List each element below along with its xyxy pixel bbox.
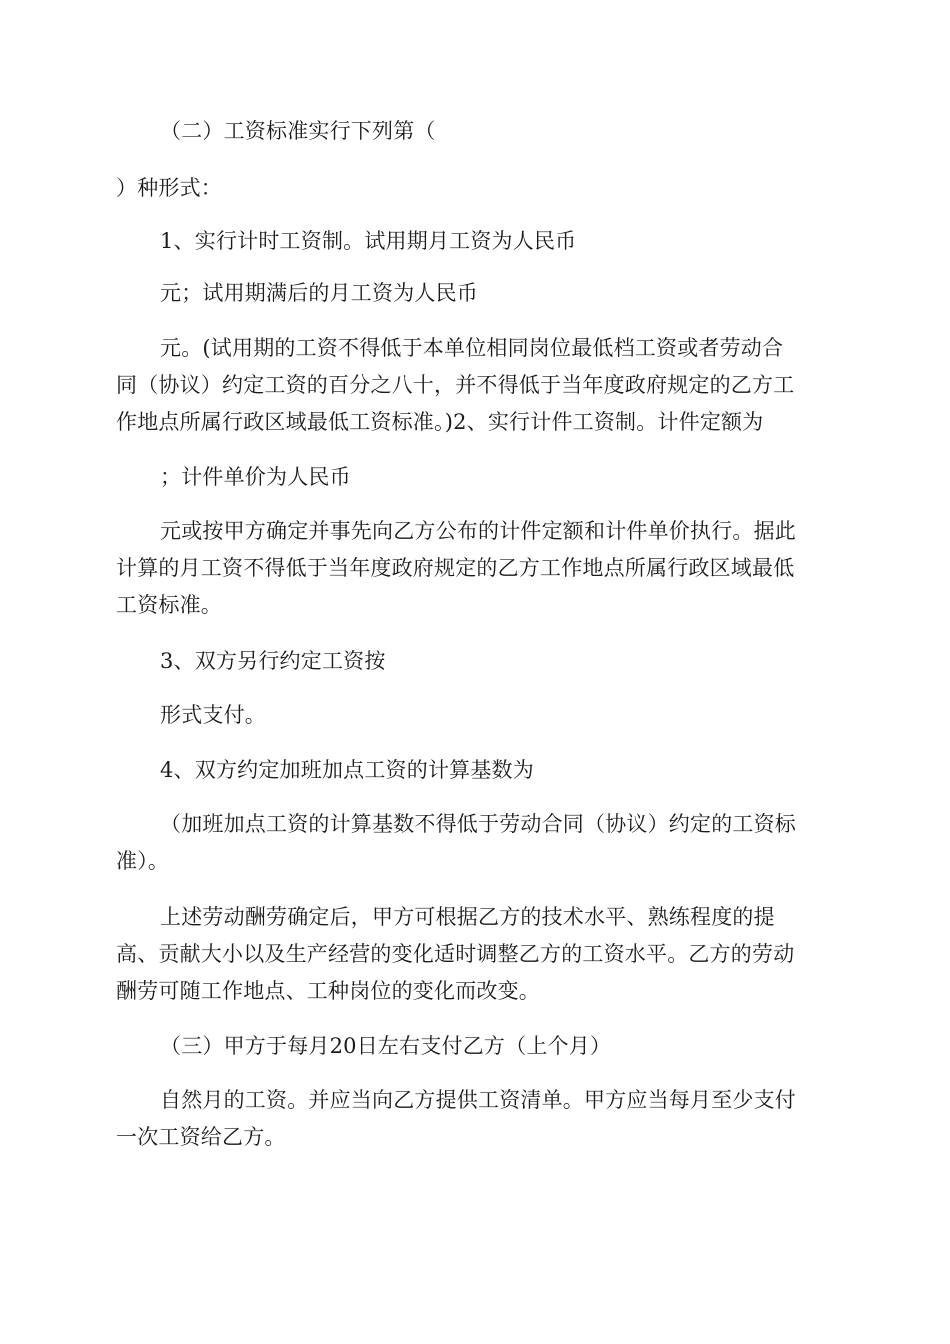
text-line: 3、双方另行约定工资按 [160, 649, 386, 673]
text-line: 元。(试用期的工资不得低于本单位相同岗位最低档工资或者劳动合 [160, 336, 784, 360]
text-line: 作地点所属行政区域最低工资标准。)2、实行计件工资制。计件定额为 [116, 410, 764, 434]
text-line: 元或按甲方确定并事先向乙方公布的计件定额和计件单价执行。据此 [160, 519, 796, 543]
text-line: ）种形式： [116, 176, 222, 200]
text-line: 计算的月工资不得低于当年度政府规定的乙方工作地点所属行政区域最低 [116, 556, 795, 580]
text-line: （二）工资标准实行下列第（ [160, 119, 436, 143]
text-line: （三）甲方于每月20日左右支付乙方（上个月） [160, 1034, 612, 1058]
text-line: 高、贡献大小以及生产经营的变化适时调整乙方的工资水平。乙方的劳动 [116, 942, 795, 966]
text-line: 上述劳动酬劳确定后，甲方可根据乙方的技术水平、熟练程度的提 [160, 905, 775, 929]
text-line: 同（协议）约定工资的百分之八十，并不得低于当年度政府规定的乙方工 [116, 373, 795, 397]
text-line: 准）。 [116, 849, 170, 873]
text-line: ；计件单价为人民币 [160, 465, 351, 489]
text-line: 工资标准。 [116, 593, 222, 617]
text-line: 元；试用期满后的月工资为人民币 [160, 281, 478, 305]
text-line: 一次工资给乙方。 [116, 1125, 286, 1149]
text-line: 酬劳可随工作地点、工种岗位的变化而改变。 [116, 979, 540, 1003]
text-line: 自然月的工资。并应当向乙方提供工资清单。甲方应当每月至少支付 [160, 1088, 796, 1112]
text-line: （加班加点工资的计算基数不得低于劳动合同（协议）约定的工资标 [160, 812, 796, 836]
text-line: 1、实行计时工资制。试用期月工资为人民币 [160, 229, 577, 253]
text-line: 形式支付。 [160, 703, 266, 727]
text-line: 4、双方约定加班加点工资的计算基数为 [160, 758, 534, 782]
